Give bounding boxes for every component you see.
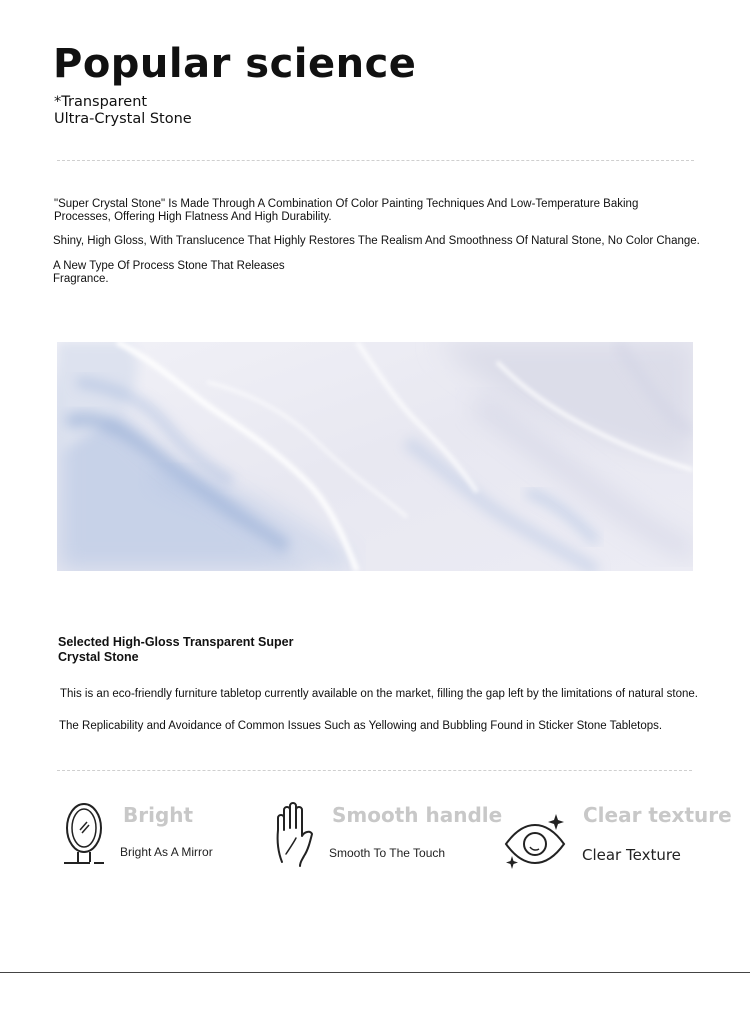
footer-line (0, 972, 750, 973)
intro-paragraph-1-line-1: "Super Crystal Stone" Is Made Through A Combination Of Color Painting Techniques And Low-Temperature Baking (54, 198, 639, 210)
feature-bright-title: Bright (123, 803, 194, 827)
feature-smooth-subtitle: Smooth To The Touch (329, 846, 446, 860)
subtitle-line-2: Ultra-Crystal Stone (54, 111, 192, 127)
eye-icon (502, 812, 572, 874)
feature-clear-subtitle: Clear Texture (582, 846, 681, 864)
feature-smooth-title: Smooth handle (332, 803, 503, 827)
intro-paragraph-1-line-2: Processes, Offering High Flatness And High Durability. (54, 211, 332, 223)
divider-top (57, 160, 694, 161)
intro-paragraph-1 (54, 198, 638, 224)
section-heading-line-2: Crystal Stone (58, 650, 139, 664)
intro-paragraph-2: Shiny, High Gloss, With Translucence That Highly Restores The Realism And Smoothness Of Natural Stone, No Color Change. (53, 235, 700, 247)
feature-clear-title: Clear texture (583, 803, 732, 827)
subtitle-line-1: *Transparent (54, 94, 148, 110)
section-heading (58, 635, 293, 665)
intro-paragraph-3-line-1: A New Type Of Process Stone That Releases (53, 260, 285, 272)
section-heading-line-1: Selected High-Gloss Transparent Super (58, 635, 294, 649)
page-subtitle (54, 94, 192, 128)
feature-bright-subtitle: Bright As A Mirror (120, 845, 213, 859)
page-title: Popular science (53, 41, 417, 87)
intro-paragraph-3 (53, 260, 285, 286)
section-paragraph-1: This is an eco-friendly furniture tabletop currently available on the market, filling the gap left by the limitations of natural stone. (60, 688, 698, 700)
crystal-stone-image (57, 342, 693, 571)
section-paragraph-2: The Replicability and Avoidance of Common Issues Such as Yellowing and Bubbling Found in Sticker Stone Tabletops. (59, 720, 663, 732)
mirror-icon (60, 800, 120, 870)
divider-bottom (57, 770, 692, 771)
intro-paragraph-3-line-2: Fragrance. (53, 273, 109, 285)
hand-icon (272, 800, 322, 870)
